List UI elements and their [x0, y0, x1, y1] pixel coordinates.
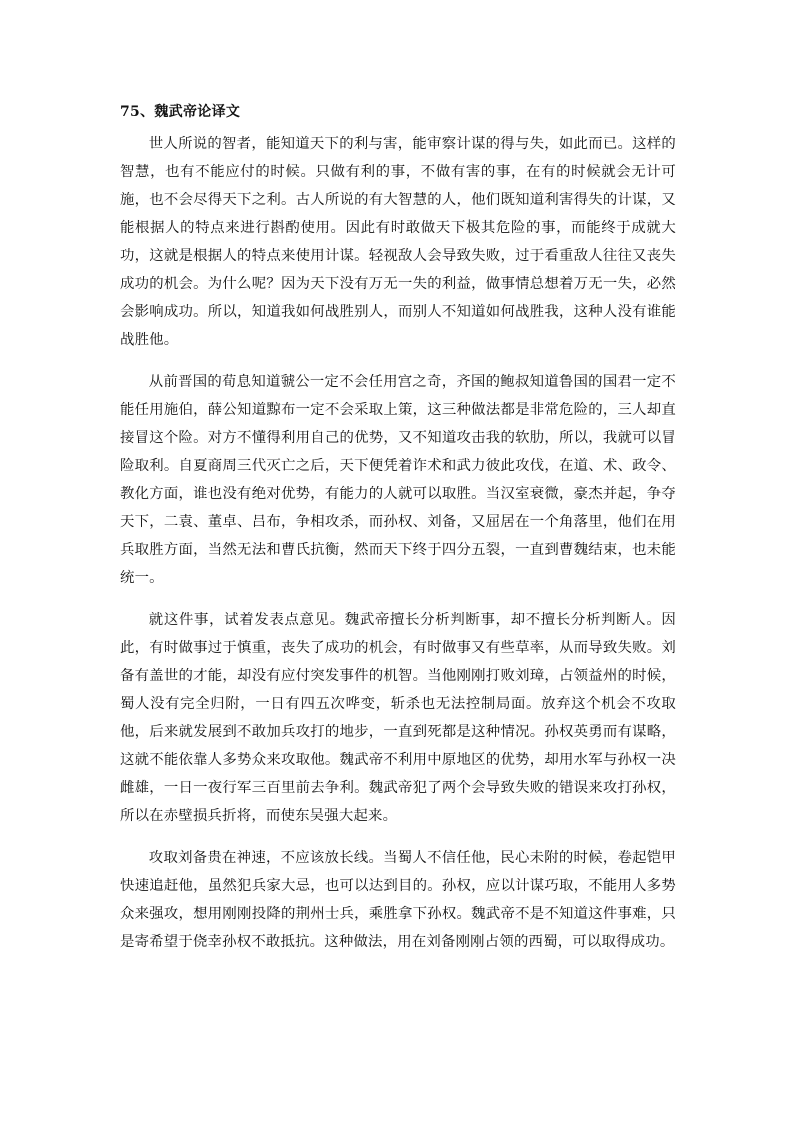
paragraph-3: 就这件事，试着发表点意见。魏武帝擅长分析判断事，却不擅长分析判断人。因此，有时做事过于慎重，丧失了成功的机会，有时做事又有些草率，从而导致失败。刘备有盖世的才能，却没有应付突发事件的机智。当他刚刚打败刘璋，占领益州的时候，蜀人没有完全归附，一日有四五次哗变，斩杀也无法控制局面。放弃这个机会不攻取他，后来就发展到不敢加兵攻打的地步，一直到死都是这种情况。孙权英勇而有谋略，这就不能依靠人多势众来攻取他。魏武帝不利用中原地区的优势，却用水军与孙权一决雌雄，一日一夜行军三百里前去争利。魏武帝犯了两个会导致失败的错误来攻打孙权，所以在赤壁损兵折将，而使东吴强大起来。	[120, 612, 676, 824]
paragraph-2: 从前晋国的荀息知道虢公一定不会任用宫之奇，齐国的鲍叔知道鲁国的国君一定不能任用施伯，薛公知道黥布一定不会采取上策，这三种做法都是非常危险的，三人却直接冒这个险。对方不懂得利用自己的优势，又不知道攻击我的软肋，所以，我就可以冒险取利。自夏商周三代灭亡之后，天下便凭着诈术和武力彼此攻伐，在道、术、政令、教化方面，谁也没有绝对优势，有能力的人就可以取胜。当汉室衰微，豪杰并起，争夺天下，二袁、董卓、吕布，争相攻杀，而孙权、刘备，又屈居在一个角落里，他们在用兵取胜方面，当然无法和曹氏抗衡，然而天下终于四分五裂，一直到曹魏结束，也未能统一。	[120, 374, 676, 586]
document-body	[120, 100, 676, 970]
document-heading: 75、魏武帝论译文	[120, 104, 241, 120]
paragraph-1: 世人所说的智者，能知道天下的利与害，能审察计谋的得与失，如此而已。这样的智慧，也有不能应付的时候。只做有利的事，不做有害的事，在有的时候就会无计可施，也不会尽得天下之利。古人所说的有大智慧的人，他们既知道利害得失的计谋，又能根据人的特点来进行斟酌使用。因此有时敢做天下极其危险的事，而能终于成就大功，这就是根据人的特点来使用计谋。轻视敌人会导致失败，过于看重敌人往往又丧失成功的机会。为什么呢？因为天下没有万无一失的利益，做事情总想着万无一失，必然会影响成功。所以，知道我如何战胜别人，而别人不知道如何战胜我，这种人没有谁能战胜他。	[120, 136, 676, 348]
paragraph-4: 攻取刘备贵在神速，不应该放长线。当蜀人不信任他，民心未附的时候，卷起铠甲快速追赶他，虽然犯兵家大忌，也可以达到目的。孙权，应以计谋巧取，不能用人多势众来强攻，想用刚刚投降的荆州士兵，乘胜拿下孙权。魏武帝不是不知道这件事难，只是寄希望于侥幸孙权不敢抵抗。这种做法，用在刘备刚刚占领的西蜀，可以取得成功。	[120, 850, 676, 950]
